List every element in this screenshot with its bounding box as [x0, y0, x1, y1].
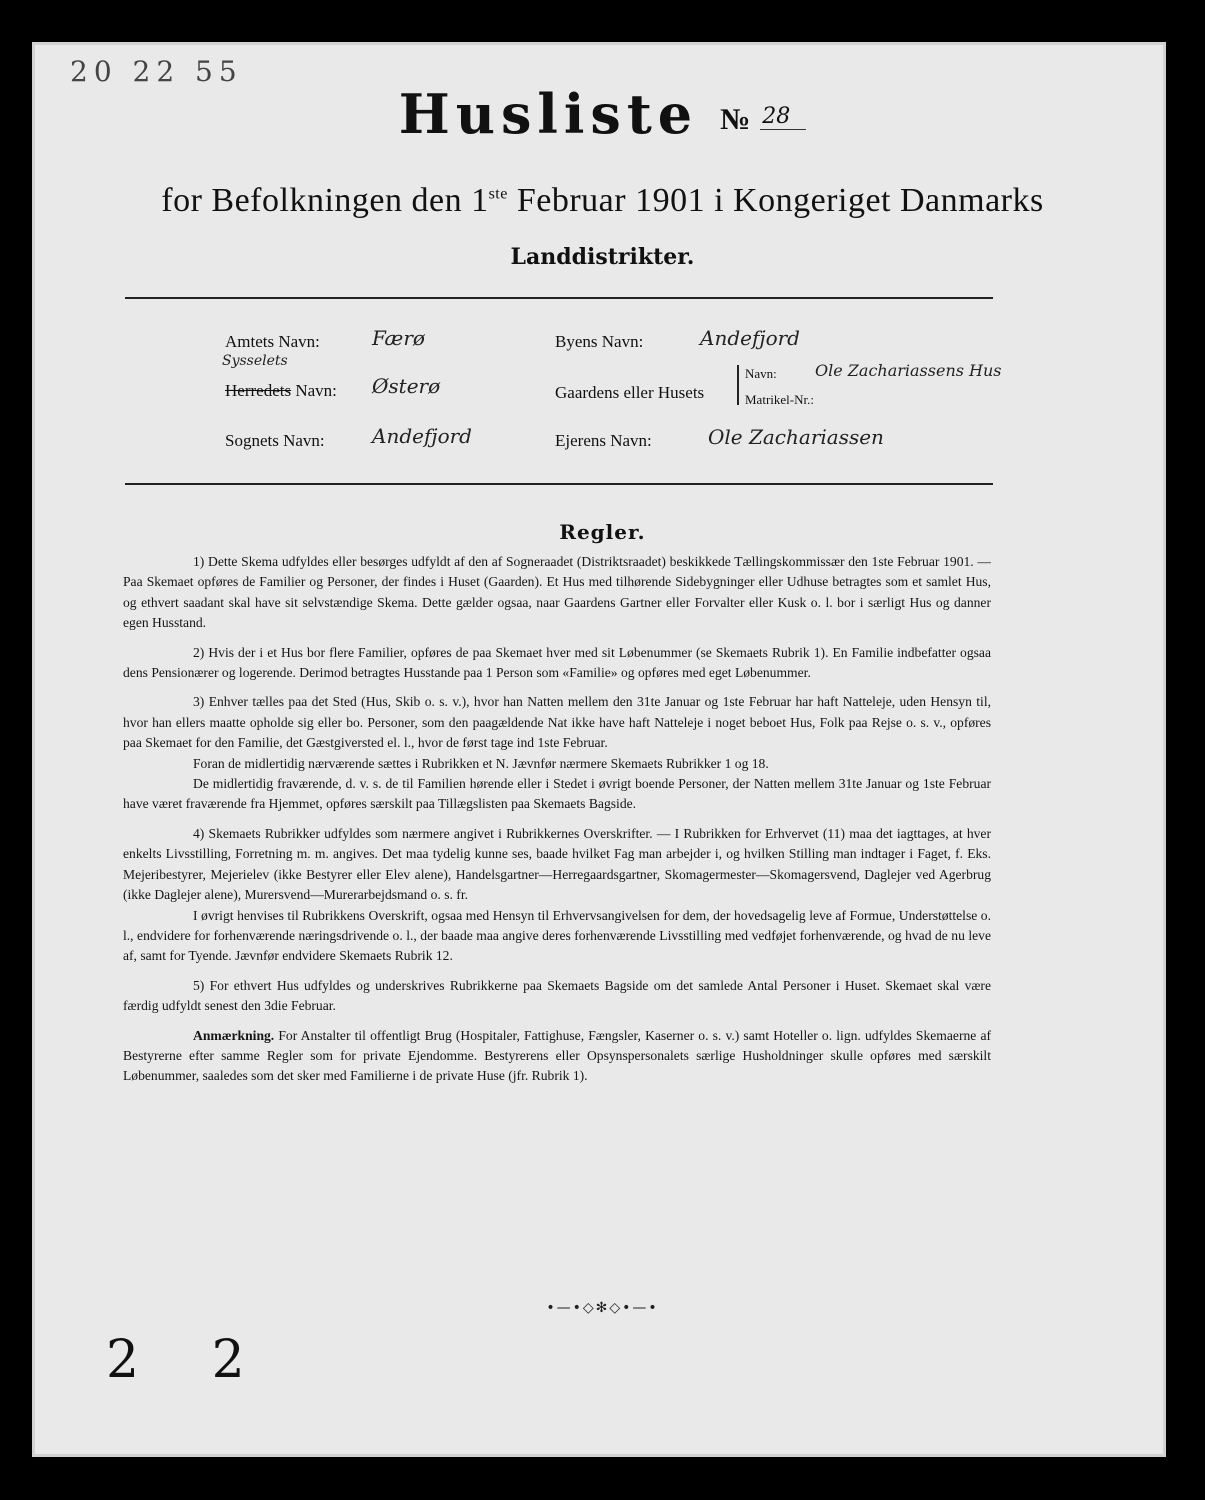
annotation-body: For Anstalter til offentligt Brug (Hospitaler, Fattighuse, Fængsler, Kaserner o. s. v.) samt Hoteller o. lign. udfyldes Skemaerne af Bestyrerne efter samme Regler som for private Ejendomme. Bestyrerens eller Opsynspersonalets særlige Husholdninger skulle opføres med særskilt Løbenummer, saaledes som det sker med Familierne i de private Huse (jfr. Rubrik 1).: [123, 1027, 992, 1084]
rule-1: 1) Dette Skema udfyldes eller besørges udfyldt af den af Sogneraadet (Distriktsraadet) beskikkede Tællingskommissær den 1ste Februar 1901. — Paa Skemaet opføres de Familier og Personer, der findes i Huset (Gaarden). Et Hus med tilhørende Sidebygninger eller Udhuse betragtes som et samlet Hus, og ethvert saadant skal have sit selvstændige Skema. Dette gælder ogsaa, naar Gaardens Gartner eller Forvalter eller Kusk o. l. bor i særligt Hus og danner egen Husstand.: [123, 554, 991, 631]
rule-4b: I øvrigt henvises til Rubrikkens Overskrift, ogsaa med Hensyn til Erhvervsangivelsen for dem, der hovedsagelig leve af Formue, Understøttelse o. l., endvidere for forhenværende næringsdrivende o. l., der baade maa angive deres forhenværende Livsstilling med vedføjet forhenværende, og hvad de nu leve af, samt for Tyende. Jævnfør endvidere Skemaets Rubrik 12.: [123, 907, 991, 964]
rule-4: 4) Skemaets Rubrikker udfyldes som nærmere angivet i Rubrikkernes Overskrifter. — I Rubrikken for Erhvervet (11) maa det iagttages, at hver enkelts Livsstilling, Forretning m. m. angives. Det maa tydelig kunne ses, baade hvilket Fag man arbejder i, og hvilken Stilling man indtager i Faget, f. Eks. Mejeribestyrer, Mejerielev (ikke Bestyrer eller Elev alene), Handelsgartner—Herregaardsgartner, Skomagermester—Skomagersvend, Daglejer ved Agerbrug (ikke Daglejer alene), Murersvend—Murerarbejdsmand o. s. fr.: [123, 825, 991, 903]
gaard-brace: [737, 365, 739, 405]
form-subtitle: [0, 182, 1205, 220]
annotation-heading: Anmærkning.: [193, 1027, 275, 1043]
district-heading: Landdistrikter.: [510, 244, 695, 270]
subtitle-post: Februar 1901 i Kongeriget Danmarks: [516, 182, 1044, 219]
amt-value: Færø: [372, 326, 425, 350]
bottom-number-annotation: 2 2: [106, 1330, 273, 1390]
rule-5: 5) For ethvert Hus udfyldes og underskrives Rubrikkerne paa Skemaets Bagside om det samlede Antal Personer i Huset. Skemaet skal være færdig udfyldt senest den 3die Februar.: [123, 977, 991, 1014]
sogn-label: Sognets Navn:: [225, 431, 325, 450]
sysselets-note: Sysselets: [222, 353, 288, 369]
gaard-label: Gaardens eller Husets: [555, 383, 705, 402]
form-title: Husliste: [398, 82, 699, 146]
top-divider: [125, 297, 993, 299]
annotation-note: [123, 1026, 991, 1087]
rules-body: [123, 552, 991, 1096]
form-number: 28: [760, 104, 806, 130]
number-label: №: [720, 103, 751, 136]
archive-number-annotation: 20 22 55: [70, 55, 243, 88]
herred-label-group: [225, 381, 337, 401]
gaard-navn-label: Navn:: [745, 366, 777, 381]
by-label: Byens Navn:: [555, 332, 644, 351]
subtitle-pre: for Befolkningen den 1: [161, 182, 489, 219]
herred-value: Østerø: [372, 374, 441, 398]
rule-3c: De midlertidig fraværende, d. v. s. de til Familien hørende eller i Stedet i øvrigt boende Personer, der Natten mellem 31te Januar og 1ste Februar have været fraværende fra Hjemmet, opføres særskilt paa Tillægslisten paa Skemaets Bagside.: [123, 776, 991, 812]
gaard-navn-value: Ole Zachariassens Hus: [815, 361, 1002, 380]
herred-label: Herredets: [225, 381, 292, 400]
rule-3b: Foran de midlertidig nærværende sættes i Rubrikken et N. Jævnfør nærmere Skemaets Rubrikker 1 og 18.: [193, 755, 769, 771]
title-row: [0, 82, 1205, 146]
ejer-label: Ejerens Navn:: [555, 431, 652, 450]
herred-suffix: Navn:: [295, 381, 337, 400]
subtitle-sup: ste: [488, 185, 508, 203]
rule-3: 3) Enhver tælles paa det Sted (Hus, Skib o. s. v.), hvor han Natten mellem den 31te Januar og 1ste Februar har haft Natteleje, uden Hensyn til, hvor han ellers maatte opholde sig eller bo. Personer, som den paagældende Nat ikke have haft Natteleje i noget beboet Hus, Folk paa Rejse o. s. v., opføres paa Skemaet for den Familie, det Gæstgiversted el. l., hvor de først tage ind 1ste Februar.: [123, 694, 991, 751]
by-value: Andefjord: [700, 326, 800, 350]
ejer-value: Ole Zachariassen: [708, 425, 884, 449]
bottom-divider: [125, 483, 993, 485]
ornament-divider: •—•◇✻◇•—•: [546, 1300, 659, 1316]
rules-heading: Regler.: [559, 520, 646, 544]
sogn-value: Andefjord: [372, 424, 472, 448]
amt-label: Amtets Navn:: [225, 332, 320, 351]
rule-2: 2) Hvis der i et Hus bor flere Familier, opføres de paa Skemaet hver med sit Løbenummer (se Skemaets Rubrik 1). En Familie indbefatter ogsaa dens Pensionærer og logerende. Derimod betragtes Husstande paa 1 Person som «Familie» og opføres med eget Løbenummer.: [123, 644, 991, 681]
matrikel-label: Matrikel-Nr.:: [745, 392, 814, 407]
